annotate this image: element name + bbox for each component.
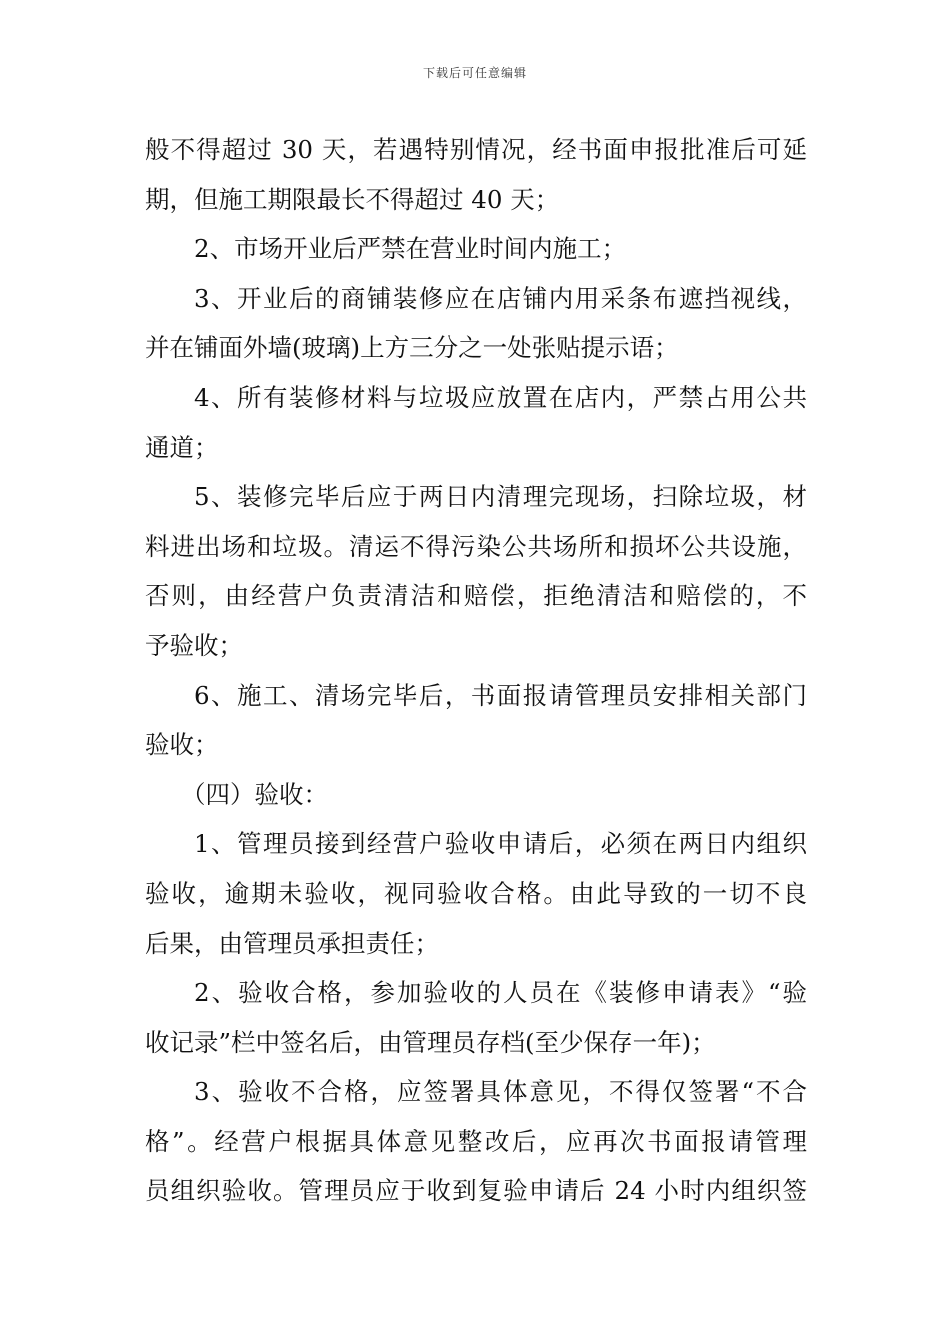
section-heading: （四）验收： [181, 779, 328, 809]
text-line: 并在铺面外墙(玻璃)上方三分之一处张贴提示语； [145, 333, 679, 363]
page-header: 下载后可任意编辑 [422, 66, 527, 80]
text-line: 3、验收不合格，应签署具体意见，不得仅签署“不合 [194, 1077, 807, 1107]
text-line: 予验收； [145, 630, 243, 660]
text-line: 4、所有装修材料与垃圾应放置在店内，严禁占用公共 [194, 382, 807, 412]
document-body [145, 125, 807, 1216]
text-line: 料进出场和垃圾。清运不得污染公共场所和损坏公共设施， [145, 531, 807, 561]
text-line: 格”。经营户根据具体意见整改后，应再次书面报请管理 [145, 1126, 807, 1156]
text-line: 员组织验收。管理员应于收到复验申请后 24 小时内组织签 [145, 1176, 807, 1206]
text-line: 3、开业后的商铺装修应在店铺内用采条布遮挡视线， [194, 283, 807, 313]
text-line: 验收； [145, 730, 219, 760]
text-line: 否则，由经营户负责清洁和赔偿，拒绝清洁和赔偿的，不 [145, 581, 807, 611]
text-line: 收记录”栏中签名后，由管理员存档(至少保存一年)； [145, 1027, 716, 1057]
text-line: 2、市场开业后严禁在营业时间内施工； [194, 234, 627, 264]
text-line: 1、管理员接到经营户验收申请后，必须在两日内组织 [194, 829, 807, 859]
text-line: 5、装修完毕后应于两日内清理完现场，扫除垃圾，材 [194, 482, 807, 512]
text-line: 期，但施工期限最长不得超过 40 天； [145, 184, 560, 214]
text-line: 般不得超过 30 天，若遇特别情况，经书面申报批准后可延 [145, 135, 807, 164]
text-line: 6、施工、清场完毕后，书面报请管理员安排相关部门 [194, 680, 807, 710]
text-line: 通道； [145, 432, 219, 462]
text-line: 2、验收合格，参加验收的人员在《装修申请表》“验 [194, 978, 807, 1008]
text-line: 验收，逾期未验收，视同验收合格。由此导致的一切不良 [145, 878, 807, 908]
text-line: 后果，由管理员承担责任； [145, 928, 439, 958]
